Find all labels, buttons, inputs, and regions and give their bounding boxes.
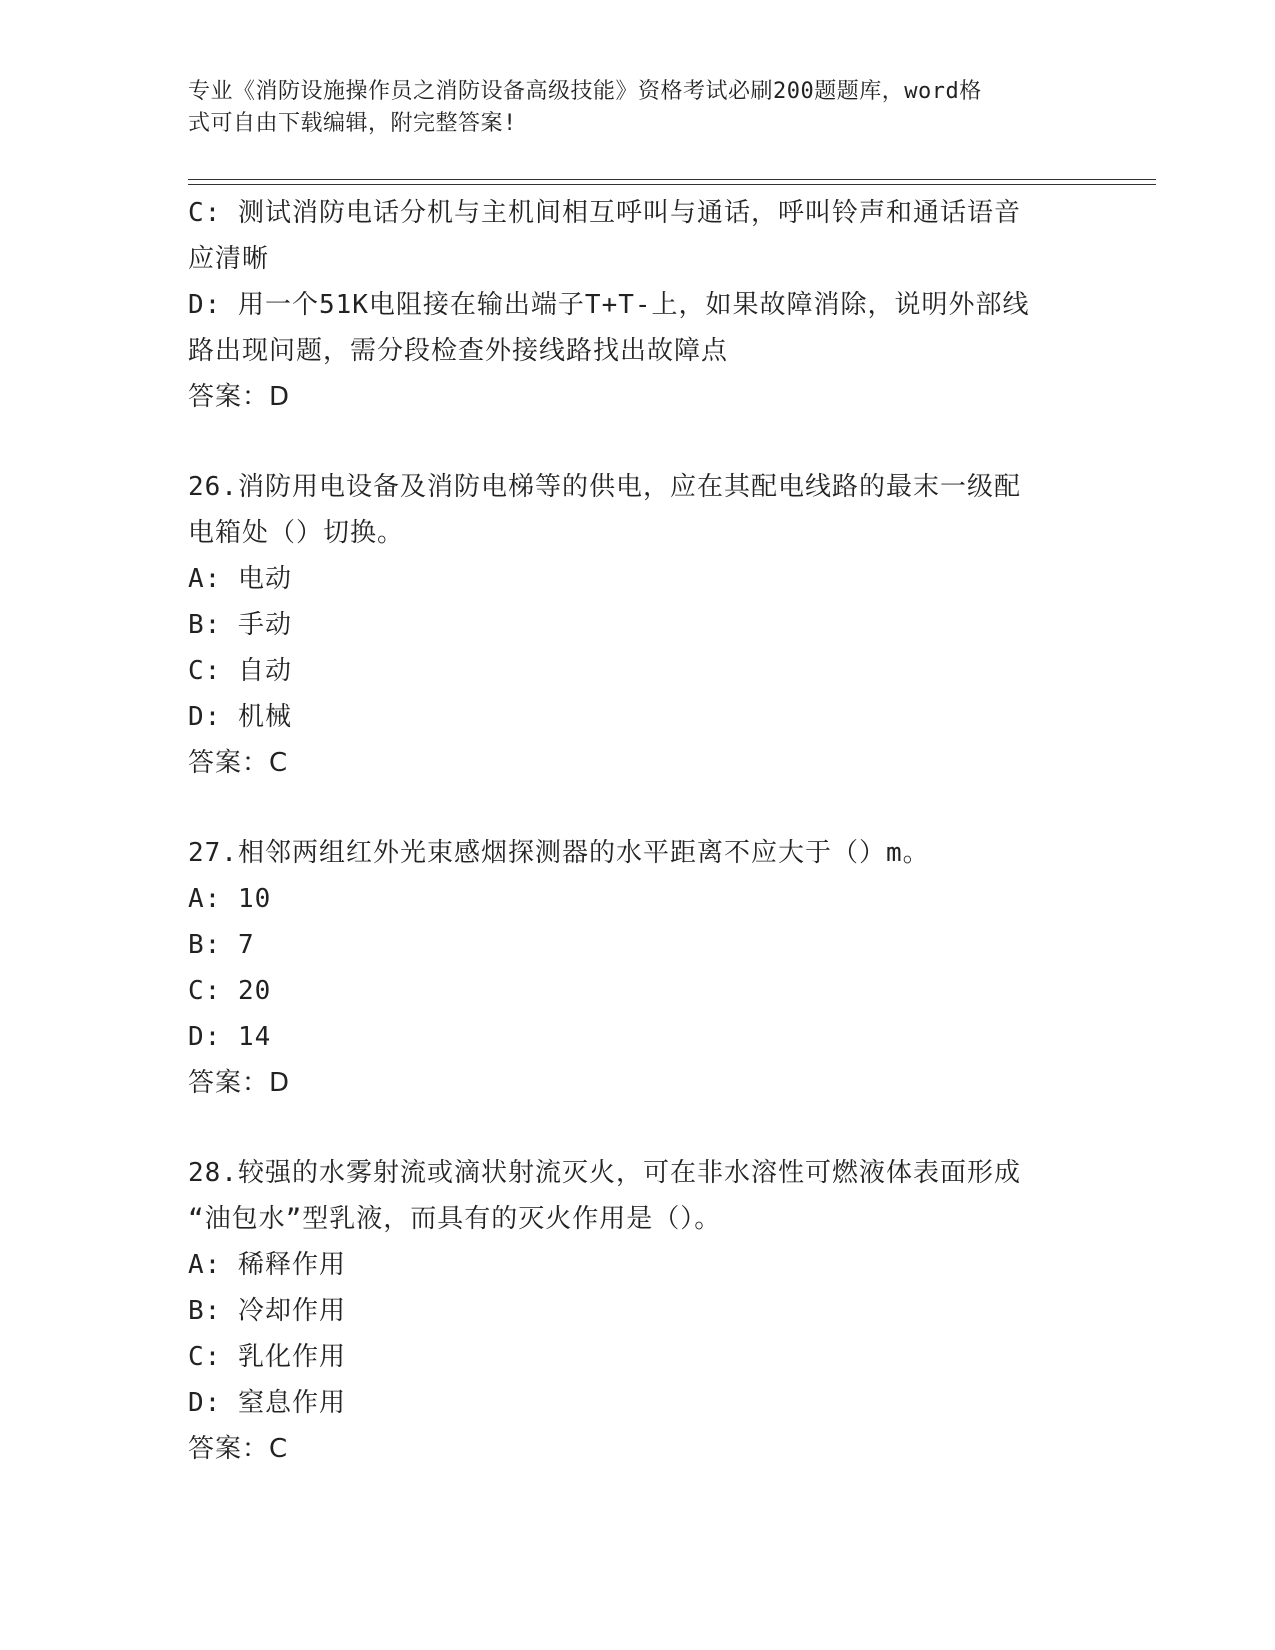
question-26 <box>188 464 1088 786</box>
question-27 <box>188 830 1088 1106</box>
option-d-line-1: D: 用一个51K电阻接在输出端子T+T-上，如果故障消除，说明外部线 <box>188 290 1030 320</box>
spacer <box>188 420 1088 464</box>
option-b: B: 冷却作用 <box>188 1296 346 1326</box>
question-list <box>188 190 1088 1472</box>
option-b: B: 手动 <box>188 610 292 640</box>
spacer <box>188 1106 1088 1150</box>
option-c-line-1: C: 测试消防电话分机与主机间相互呼叫与通话，呼叫铃声和通话语音 <box>188 198 1021 228</box>
document-header <box>188 76 1088 140</box>
prev-question-block <box>188 190 1088 420</box>
option-a: A: 电动 <box>188 564 292 594</box>
option-d-line-2: 路出现问题，需分段检查外接线路找出故障点 <box>188 336 729 366</box>
spacer <box>188 786 1088 830</box>
option-d: D: 机械 <box>188 702 292 732</box>
question-stem-line-1: 26.消防用电设备及消防电梯等的供电，应在其配电线路的最末一级配 <box>188 472 1021 502</box>
question-28 <box>188 1150 1088 1472</box>
question-stem-line-2: “油包水”型乳液，而具有的灭火作用是（）。 <box>188 1204 722 1234</box>
answer-label: 答案：D <box>188 1068 291 1098</box>
option-d: D: 14 <box>188 1022 272 1052</box>
option-a: A: 稀释作用 <box>188 1250 346 1280</box>
answer-label: 答案：D <box>188 382 291 412</box>
header-divider-bottom <box>188 184 1156 185</box>
option-c-line-2: 应清晰 <box>188 244 270 274</box>
option-b: B: 7 <box>188 930 255 960</box>
answer-label: 答案：C <box>188 1434 289 1464</box>
option-c: C: 乳化作用 <box>188 1342 346 1372</box>
header-divider-top <box>188 179 1156 180</box>
option-c: C: 20 <box>188 976 272 1006</box>
header-line-1: 专业《消防设施操作员之消防设备高级技能》资格考试必刷200题题库，word格 <box>188 79 982 104</box>
question-stem-line-2: 电箱处（）切换。 <box>188 518 405 548</box>
option-c: C: 自动 <box>188 656 292 686</box>
answer-label: 答案：C <box>188 748 289 778</box>
question-stem-line-1: 28.较强的水雾射流或滴状射流灭火，可在非水溶性可燃液体表面形成 <box>188 1158 1021 1188</box>
option-d: D: 窒息作用 <box>188 1388 346 1418</box>
option-a: A: 10 <box>188 884 272 914</box>
header-line-2: 式可自由下载编辑，附完整答案! <box>188 111 517 136</box>
question-stem-line-1: 27.相邻两组红外光束感烟探测器的水平距离不应大于（）m。 <box>188 838 930 868</box>
